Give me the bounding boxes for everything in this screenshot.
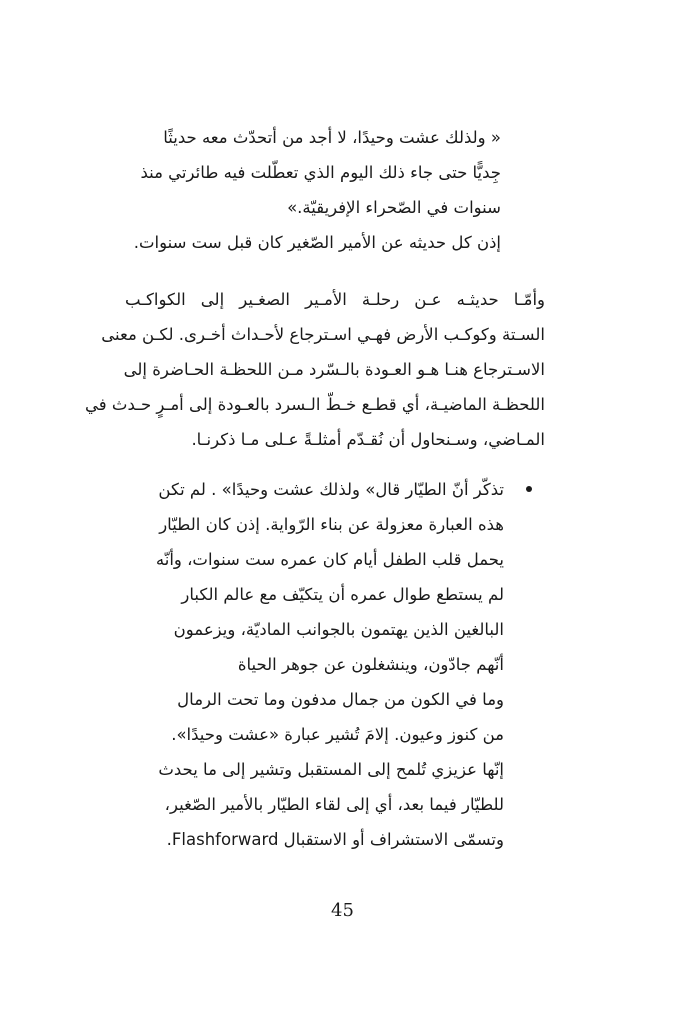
text-line: للطيّار فيما بعد، أي إلى لقاء الطيّار بالأمير الصّغير،	[164, 795, 504, 814]
text-line: البالغين الذين يهتمون بالجوانب الماديّة، ويزعمون	[173, 620, 504, 639]
text-line: « ولذلك عشت وحيدًا، لا أجد من أتحدّث معه حديثًا	[163, 128, 501, 147]
text-line: تذكّر أنّ الطيّار قال» ولذلك عشت وحيدًا» . لم تكن	[158, 480, 504, 499]
text-line: وتسمّى الاستشراف أو الاستقبال Flashforward.	[166, 830, 504, 849]
text-line: يحمل قلب الطفل أيام كان عمره ست سنوات، وأنّه	[155, 550, 504, 569]
text-line: الاسـترجاع هنـا هـو العـودة بالـسّرد مـن اللحظـة الحـاضرة إلى	[123, 360, 545, 379]
text-line: إذن كل حديثه عن الأمير الصّغير كان قبل ست سنوات.	[133, 233, 501, 252]
text-line: وأمّـا حديثـه عـن رحلـة الأمـير الصغـير إلى الكواكـب	[125, 290, 545, 309]
text-line: وما في الكون من جمال مدفون وما تحت الرمال	[177, 690, 504, 709]
quote-paragraph	[121, 120, 501, 260]
page-number: 45	[331, 900, 354, 921]
text-line: اللحظـة الماضيـة، أي قطـع خـطّ الـسرد بالعـودة إلى أمـرٍ حـدث في	[85, 395, 545, 414]
bullet-point-icon	[526, 486, 532, 492]
text-line: من كنوز وعيون. إلامَ تُشير عبارة «عشت وحيدًا».	[171, 725, 504, 744]
text-line: لم يستطع طوال عمره أن يتكيّف مع عالم الكبار	[181, 585, 504, 604]
text-line: هذه العبارة معزولة عن بناء الرّواية. إذن كان الطيّار	[159, 515, 504, 534]
text-line: السـتة وكوكـب الأرض فهـي اسـترجاع لأحـداث أخـرى. لكـن معنى	[101, 325, 545, 344]
text-line: المـاضي، وسـنحاول أن نُقـدّم أمثلـةً عـلى مـا ذكرنـا.	[191, 430, 545, 449]
text-line: أنّهم جادّون، وينشغلون عن جوهر الحياة	[237, 655, 504, 674]
bullet-paragraph	[124, 472, 504, 857]
text-line: سنوات في الصّحراء الإفريقيّة.»	[287, 198, 501, 217]
body-paragraph	[85, 282, 545, 457]
text-line: إنّها عزيزي تُلمح إلى المستقبل وتشير إلى ما يحدث	[158, 760, 504, 779]
text-line: جِديًّا حتى جاء ذلك اليوم الذي تعطّلت فيه طائرتي منذ	[140, 163, 501, 182]
